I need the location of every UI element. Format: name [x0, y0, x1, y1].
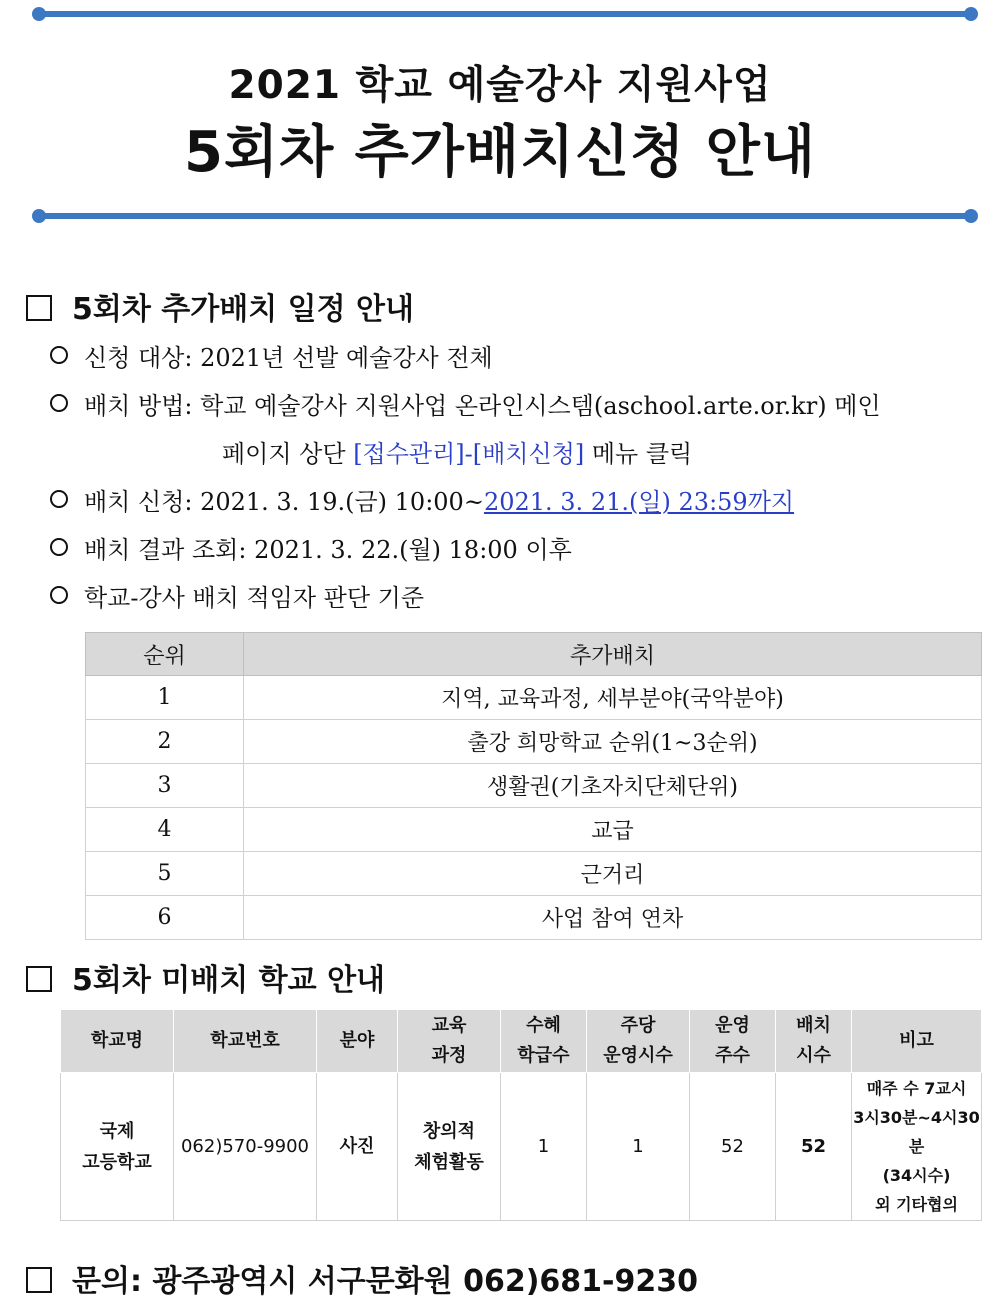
table-row	[86, 896, 982, 940]
checkbox-icon	[26, 1267, 52, 1293]
header-rank: 순위	[86, 633, 244, 676]
checkbox-icon	[26, 966, 52, 992]
header-school-phone: 학교번호	[174, 1010, 317, 1073]
rank-cell: 3	[86, 764, 244, 808]
header-weeks: 운영 주수	[690, 1010, 776, 1073]
criteria-cell: 교급	[244, 808, 982, 852]
item-method-cont: 페이지 상단 [접수관리]-[배치신청] 메뉴 클릭	[222, 440, 693, 468]
criteria-cell: 출강 희망학교 순위(1~3순위)	[244, 720, 982, 764]
section1-heading: 5회차 추가배치 일정 안내	[26, 284, 414, 328]
circle-bullet-icon	[50, 346, 68, 364]
bottom-divider	[32, 209, 978, 223]
assigned-hours-cell: 52	[776, 1073, 852, 1221]
weeks-cell: 52	[690, 1073, 776, 1221]
table-row	[61, 1073, 982, 1221]
rank-cell: 1	[86, 676, 244, 720]
item-target: 신청 대상: 2021년 선발 예술강사 전체	[50, 338, 493, 373]
section2-heading: 5회차 미배치 학교 안내	[26, 955, 385, 999]
note-cell: 매주 수 7교시 3시30분~4시30분 (34시수) 외 기타협의	[852, 1073, 982, 1221]
circle-bullet-icon	[50, 490, 68, 508]
school-phone-cell: 062)570-9900	[174, 1073, 317, 1221]
top-divider	[32, 7, 978, 21]
table-row	[86, 852, 982, 896]
header-classes: 수혜 학급수	[501, 1010, 587, 1073]
criteria-cell: 사업 참여 연차	[244, 896, 982, 940]
header-weekly-hours: 주당 운영시수	[587, 1010, 690, 1073]
unassigned-school-table	[60, 1009, 982, 1221]
item-criteria: 학교-강사 배치 적임자 판단 기준	[50, 578, 424, 613]
circle-bullet-icon	[50, 538, 68, 556]
title-line2: 5회차 추가배치신청 안내	[184, 120, 816, 185]
table-row	[86, 720, 982, 764]
rank-cell: 4	[86, 808, 244, 852]
criteria-table	[85, 632, 982, 940]
table-row	[86, 764, 982, 808]
header-field: 분야	[317, 1010, 398, 1073]
header-assigned-hours: 배치 시수	[776, 1010, 852, 1073]
weekly-hours-cell: 1	[587, 1073, 690, 1221]
header-curriculum: 교육 과정	[398, 1010, 501, 1073]
item-result: 배치 결과 조회: 2021. 3. 22.(월) 18:00 이후	[50, 530, 572, 565]
item-method: 배치 방법: 학교 예술강사 지원사업 온라인시스템(aschool.arte.or.kr) 메인	[50, 386, 881, 421]
table-row	[86, 808, 982, 852]
table-row	[86, 676, 982, 720]
rank-cell: 2	[86, 720, 244, 764]
rank-cell: 6	[86, 896, 244, 940]
curriculum-cell: 창의적 체험활동	[398, 1073, 501, 1221]
rank-cell: 5	[86, 852, 244, 896]
contact-line: 문의: 광주광역시 서구문화원 062)681-9230	[26, 1256, 698, 1300]
menu-path: [접수관리]-[배치신청]	[353, 440, 585, 468]
header-note: 비고	[852, 1010, 982, 1073]
header-criteria: 추가배치	[244, 633, 982, 676]
criteria-cell: 근거리	[244, 852, 982, 896]
criteria-cell: 생활권(기초자치단체단위)	[244, 764, 982, 808]
field-cell: 사진	[317, 1073, 398, 1221]
circle-bullet-icon	[50, 394, 68, 412]
criteria-cell: 지역, 교육과정, 세부분야(국악분야)	[244, 676, 982, 720]
classes-cell: 1	[501, 1073, 587, 1221]
item-apply: 배치 신청: 2021. 3. 19.(금) 10:00~2021. 3. 21.(일) 23:59까지	[50, 482, 794, 517]
school-name-cell: 국제 고등학교	[61, 1073, 174, 1221]
title-line1: 2021 학교 예술강사 지원사업	[228, 63, 772, 108]
header-school-name: 학교명	[61, 1010, 174, 1073]
circle-bullet-icon	[50, 586, 68, 604]
checkbox-icon	[26, 295, 52, 321]
deadline-highlight: 2021. 3. 21.(일) 23:59까지	[483, 488, 795, 516]
